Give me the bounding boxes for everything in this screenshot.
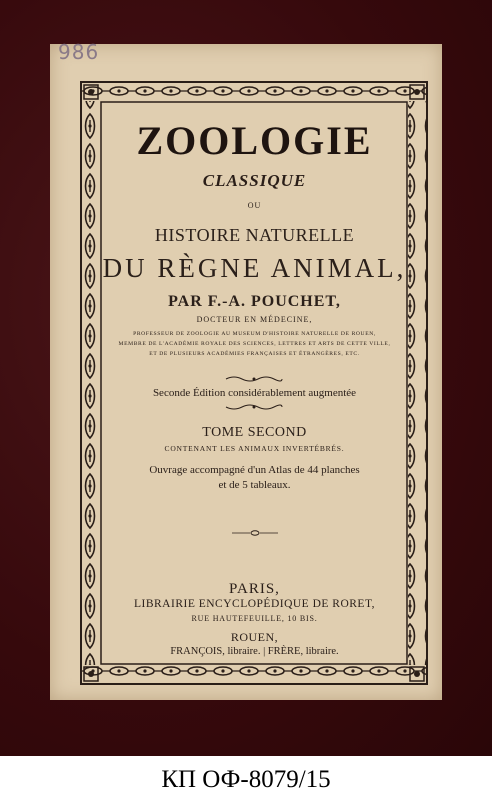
divider-ornament-top	[224, 375, 284, 383]
publisher-city: PARIS,	[229, 581, 280, 597]
author-credentials-3: ET DE PLUSIEURS ACADÉMIES FRANÇAISES ET ÉTRANGÈRES, ETC.	[149, 351, 360, 357]
title-page-text	[102, 103, 407, 663]
conjunction-text: OU	[247, 201, 262, 210]
author-credentials-2: MEMBRE DE L'ACADÉMIE ROYALE DES SCIENCES, LETTRES ET ARTS DE CETTE VILLE,	[118, 341, 391, 347]
author-title: DOCTEUR EN MÉDECINE,	[196, 315, 313, 324]
title-line-1: HISTOIRE NATURELLE	[154, 225, 355, 245]
second-city: ROUEN,	[230, 630, 279, 644]
title-line-2: DU RÈGNE ANIMAL,	[102, 253, 407, 283]
edition-note: Seconde Édition considérablement augmentée	[152, 387, 357, 399]
book-title: ZOOLOGIE	[136, 118, 373, 163]
author-credentials-1: PROFESSEUR DE ZOOLOGIE AU MUSEUM D'HISTOIRE NATURELLE DE ROUEN,	[133, 331, 376, 337]
volume-number: TOME SECOND	[202, 425, 307, 440]
booksellers: FRANÇOIS, libraire. | FRÈRE, libraire.	[170, 646, 339, 657]
book-subtitle: CLASSIQUE	[202, 171, 307, 190]
handwritten-number: 986	[58, 40, 100, 64]
inventory-caption: КП ОФ-8079/15	[161, 766, 331, 793]
divider-ornament-bottom	[224, 403, 284, 411]
atlas-note-line-2: et de 5 tableaux.	[218, 479, 291, 491]
publisher-name: LIBRAIRIE ENCYCLOPÉDIQUE DE RORET,	[133, 598, 376, 610]
atlas-note-line-1: Ouvrage accompagné d'un Atlas de 44 planches	[149, 464, 360, 476]
center-flourish	[230, 529, 280, 537]
publisher-address: RUE HAUTEFEUILLE, 10 BIS.	[191, 614, 318, 623]
author-name: PAR F.-A. POUCHET,	[168, 293, 341, 310]
volume-contents: CONTENANT LES ANIMAUX INVERTÉBRÉS.	[164, 444, 345, 453]
